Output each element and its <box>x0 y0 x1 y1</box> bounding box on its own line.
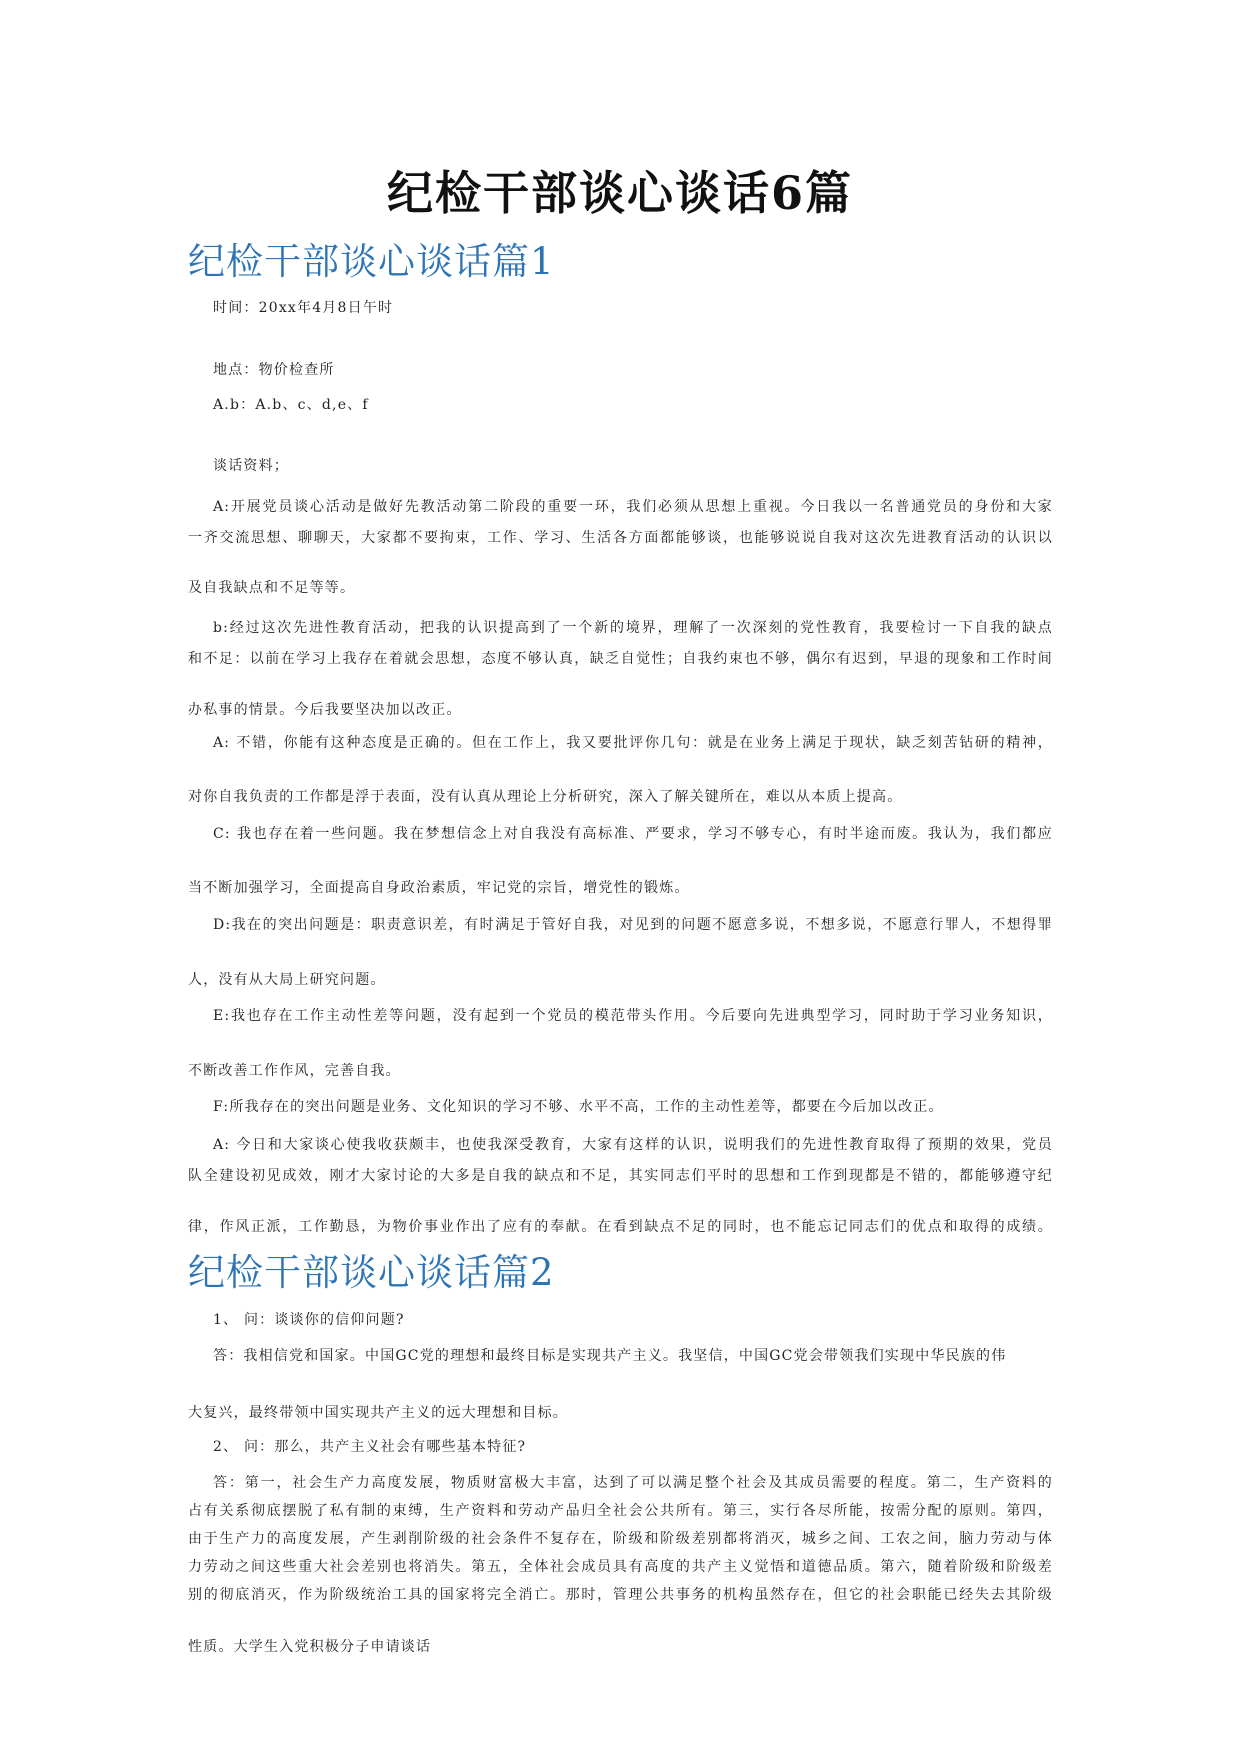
paragraph-line: 一齐交流思想、聊聊天，大家都不要拘束，工作、学习、生活各方面都能够谈，也能够说说自我对这次先进教育活动的认识以 <box>188 530 1053 546</box>
paragraph-line: 答：第一，社会生产力高度发展，物质财富极大丰富，达到了可以满足整个社会及其成员需要的程度。第二，生产资料的 <box>213 1475 1053 1491</box>
paragraph-line: 由于生产力的高度发展，产生剥削阶级的社会条件不复存在，阶级和阶级差别都将消灭，城乡之间、工农之间，脑力劳动与体 <box>188 1531 1053 1547</box>
paragraph-line: F:所我存在的突出问题是业务、文化知识的学习不够、水平不高，工作的主动性差等，都要在今后加以改正。 <box>213 1099 944 1115</box>
paragraph-line: A: 今日和大家谈心使我收获颇丰，也使我深受教育，大家有这样的认识，说明我们的先进性教育取得了预期的效果，党员 <box>213 1137 1053 1153</box>
paragraph-line: 答：我相信党和国家。中国GC党的理想和最终目标是实现共产主义。我坚信，中国GC党会带领我们实现中华民族的伟 <box>213 1348 1007 1364</box>
paragraph-line: D:我在的突出问题是：职责意识差，有时满足于管好自我，对见到的问题不愿意多说，不想多说，不愿意行罪人，不想得罪 <box>213 917 1053 933</box>
paragraph-line: 不断改善工作作风，完善自我。 <box>188 1063 401 1079</box>
paragraph-line: 时间：20xx年4月8日午时 <box>213 300 394 316</box>
paragraph-line: 谈话资料； <box>213 458 289 474</box>
paragraph-line: A.b：A.b、c、d,e、f <box>213 397 369 413</box>
paragraph-line: 律，作风正派，工作勤恳，为物价事业作出了应有的奉献。在看到缺点不足的同时，也不能忘记同志们的优点和取得的成绩。 <box>188 1219 1053 1235</box>
paragraph-line: 力劳动之间这些重大社会差别也将消失。第五，全体社会成员具有高度的共产主义觉悟和道德品质。第六，随着阶级和阶级差 <box>188 1559 1053 1575</box>
paragraph-line: 1、 问：谈谈你的信仰问题? <box>213 1312 405 1328</box>
paragraph-line: 当不断加强学习，全面提高自身政治素质，牢记党的宗旨，增党性的锻炼。 <box>188 880 690 896</box>
paragraph-line: E:我也存在工作主动性差等问题，没有起到一个党员的模范带头作用。今后要向先进典型学习，同时助于学习业务知识， <box>213 1008 1053 1024</box>
paragraph-line: 对你自我负责的工作都是浮于表面，没有认真从理论上分析研究，深入了解关键所在，难以从本质上提高。 <box>188 789 903 805</box>
paragraph-line: 及自我缺点和不足等等。 <box>188 580 356 596</box>
paragraph-line: A: 不错，你能有这种态度是正确的。但在工作上，我又要批评你几句：就是在业务上满足于现状，缺乏刻苦钻研的精神， <box>213 735 1053 751</box>
paragraph-line: 办私事的情景。今后我要坚决加以改正。 <box>188 702 462 718</box>
paragraph-line: 别的彻底消灭，作为阶级统治工具的国家将完全消亡。那时，管理公共事务的机构虽然存在，但它的社会职能已经失去其阶级 <box>188 1587 1053 1603</box>
document-title: 纪检干部谈心谈话6篇 <box>386 166 853 220</box>
paragraph-line: 地点：物价检查所 <box>213 362 335 378</box>
section-heading-2: 纪检干部谈心谈话篇2 <box>188 1251 555 1294</box>
section-heading-1: 纪检干部谈心谈话篇1 <box>188 240 555 283</box>
paragraph-line: 人，没有从大局上研究问题。 <box>188 972 386 988</box>
paragraph-line: 2、 问：那么，共产主义社会有哪些基本特征? <box>213 1439 527 1455</box>
paragraph-line: 占有关系彻底摆脱了私有制的束缚，生产资料和劳动产品归全社会公共所有。第三，实行各尽所能，按需分配的原则。第四， <box>188 1503 1053 1519</box>
paragraph-line: 大复兴，最终带领中国实现共产主义的远大理想和目标。 <box>188 1405 568 1421</box>
paragraph-line: 队全建设初见成效，刚才大家讨论的大多是自我的缺点和不足，其实同志们平时的思想和工作到现都是不错的，都能够遵守纪 <box>188 1168 1053 1184</box>
paragraph-line: C: 我也存在着一些问题。我在梦想信念上对自我没有高标准、严要求，学习不够专心，有时半途而废。我认为，我们都应 <box>213 826 1053 842</box>
paragraph-line: 性质。大学生入党积极分子申请谈话 <box>188 1639 432 1655</box>
paragraph-line: b:经过这次先进性教育活动，把我的认识提高到了一个新的境界，理解了一次深刻的党性教育，我要检讨一下自我的缺点 <box>213 620 1053 636</box>
paragraph-line: 和不足：以前在学习上我存在着就会思想，态度不够认真，缺乏自觉性；自我约束也不够，偶尔有迟到，早退的现象和工作时间 <box>188 651 1053 667</box>
paragraph-line: A:开展党员谈心活动是做好先教活动第二阶段的重要一环，我们必须从思想上重视。今日我以一名普通党员的身份和大家 <box>213 499 1053 515</box>
